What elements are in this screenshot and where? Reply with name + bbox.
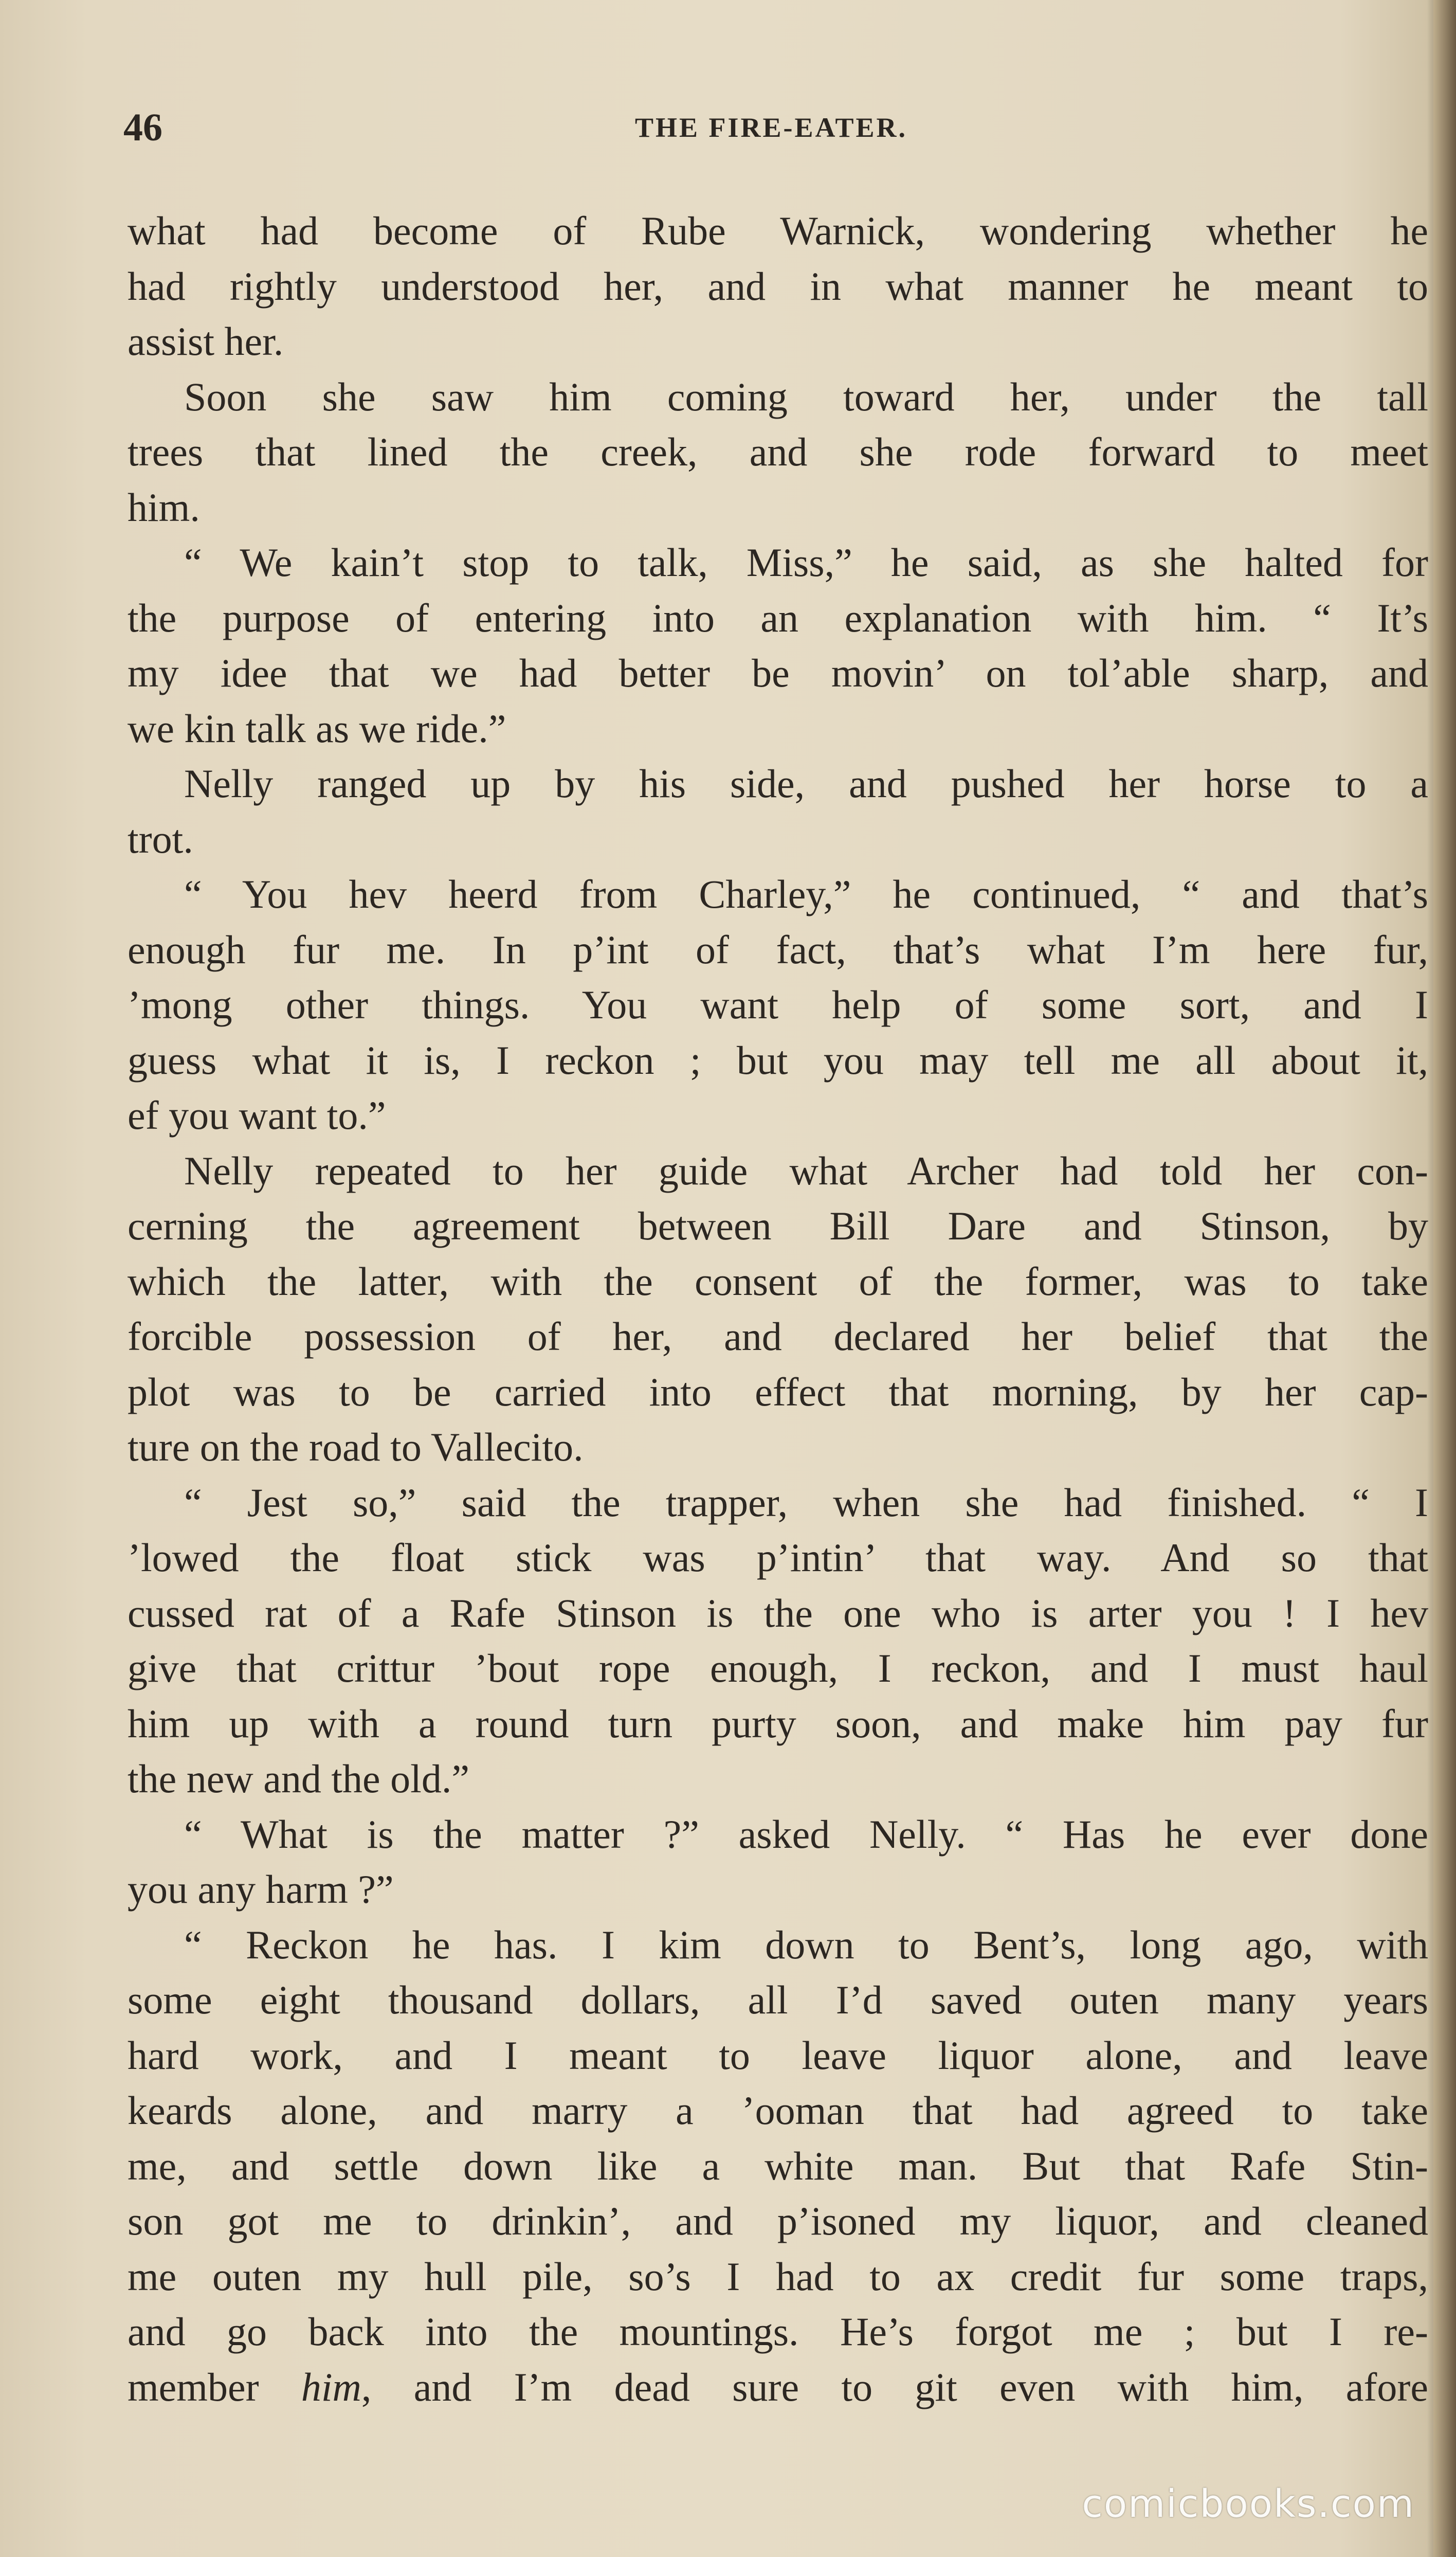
text-line: the new and the old.” bbox=[128, 1756, 469, 1801]
text-line: Nelly repeated to her guide what Archer had told her con- bbox=[184, 1148, 1428, 1193]
text-line: me, and settle down like a white man. But that Rafe Stin- bbox=[128, 2143, 1428, 2188]
text-line: “ You hev heerd from Charley,” he continued, “ and that’s bbox=[184, 872, 1428, 916]
text-line: some eight thousand dollars, all I’d saved outen many years bbox=[128, 1977, 1428, 2022]
text-line: guess what it is, I reckon ; but you may tell me all about it, bbox=[128, 1037, 1428, 1083]
text-line: what had become of Rube Warnick, wondering whether he bbox=[128, 208, 1428, 253]
text-line: ’lowed the float stick was p’intin’ that way. And so that bbox=[128, 1535, 1428, 1580]
text-line: which the latter, with the consent of the former, was to take bbox=[128, 1258, 1428, 1304]
text-line: forcible possession of her, and declared her belief that the bbox=[128, 1314, 1428, 1359]
text-line: cerning the agreement between Bill Dare and Stinson, by bbox=[128, 1203, 1428, 1248]
italic-word: him bbox=[301, 2364, 361, 2409]
text-line: ’mong other things. You want help of some sort, and I bbox=[128, 982, 1428, 1027]
text-line: keards alone, and marry a ’ooman that had agreed to take bbox=[128, 2088, 1428, 2133]
watermark: comicbooks.com bbox=[1082, 2482, 1415, 2526]
text-line: ture on the road to Vallecito. bbox=[128, 1425, 584, 1469]
text-line: him. bbox=[128, 484, 200, 530]
text-line: the purpose of entering into an explanation with him. “ It’s bbox=[128, 595, 1428, 640]
text-line: you any harm ?” bbox=[128, 1867, 394, 1912]
body-text bbox=[128, 203, 1428, 2415]
text-line: had rightly understood her, and in what manner he meant to bbox=[128, 263, 1428, 309]
text-line: “ What is the matter ?” asked Nelly. “ Has he ever done bbox=[184, 1811, 1428, 1857]
text-line: “ Reckon he has. I kim down to Bent’s, long ago, with bbox=[184, 1922, 1428, 1967]
text-line: ef you want to.” bbox=[128, 1093, 386, 1138]
book-title: THE FIRE-EATER. bbox=[634, 112, 908, 143]
text-line: Soon she saw him coming toward her, under the tall bbox=[184, 374, 1428, 419]
page-number: 46 bbox=[123, 106, 162, 149]
text-line: plot was to be carried into effect that morning, by her cap- bbox=[128, 1369, 1428, 1414]
text-line: cussed rat of a Rafe Stinson is the one who is arter you ! I hev bbox=[128, 1590, 1428, 1635]
text-line: trees that lined the creek, and she rode forward to meet bbox=[128, 429, 1428, 474]
text-line: enough fur me. In p’int of fact, that’s what I’m here fur, bbox=[128, 927, 1428, 972]
text-line: and go back into the mountings. He’s forgot me ; but I re- bbox=[128, 2309, 1428, 2354]
text-line bbox=[128, 2360, 1428, 2415]
text-line: son got me to drinkin’, and p’isoned my liquor, and cleaned bbox=[128, 2199, 1428, 2243]
text-line: give that crittur ’bout rope enough, I reckon, and I must haul bbox=[128, 1646, 1428, 1690]
page-edge bbox=[1433, 0, 1456, 2557]
text-line: my idee that we had better be movin’ on tol’able sharp, and bbox=[128, 651, 1428, 695]
text-line: Nelly ranged up by his side, and pushed her horse to a bbox=[184, 761, 1428, 806]
text-line: “ Jest so,” said the trapper, when she had finished. “ I bbox=[184, 1480, 1428, 1525]
text-line: him up with a round turn purty soon, and make him pay fur bbox=[128, 1701, 1428, 1746]
text-line: we kin talk as we ride.” bbox=[128, 706, 506, 751]
text-line: hard work, and I meant to leave liquor alone, and leave bbox=[128, 2032, 1428, 2078]
text-line: me outen my hull pile, so’s I had to ax credit fur some traps, bbox=[128, 2254, 1428, 2299]
text-line: “ We kain’t stop to talk, Miss,” he said, as she halted for bbox=[184, 540, 1428, 585]
text-line: trot. bbox=[128, 816, 193, 861]
text-fragment: member bbox=[128, 2364, 301, 2409]
text-line: assist her. bbox=[128, 319, 284, 364]
text-fragment: , and I’m dead sure to git even with him, afore bbox=[361, 2364, 1428, 2409]
running-head bbox=[123, 105, 1419, 152]
